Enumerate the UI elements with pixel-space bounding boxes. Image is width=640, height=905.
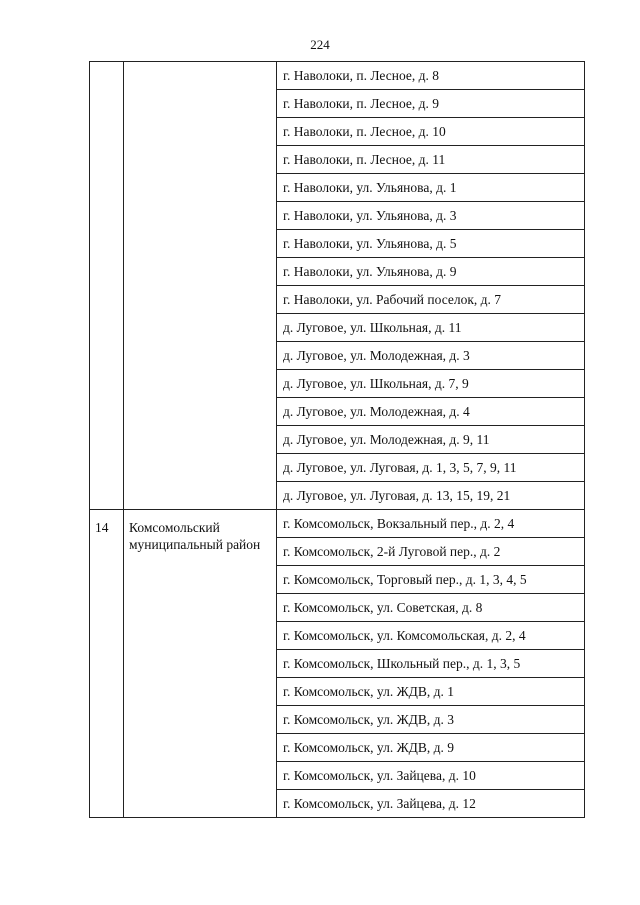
address-cell: г. Наволоки, п. Лесное, д. 9 (277, 90, 585, 118)
address-table (89, 61, 585, 818)
address-cell: д. Луговое, ул. Молодежная, д. 9, 11 (277, 426, 585, 454)
district-cell (124, 510, 277, 818)
address-cell: г. Наволоки, ул. Ульянова, д. 1 (277, 174, 585, 202)
district-name: Комсомольский муниципальный район (129, 520, 261, 552)
address-cell: г. Комсомольск, ул. Зайцева, д. 12 (277, 790, 585, 818)
address-cell: д. Луговое, ул. Школьная, д. 11 (277, 314, 585, 342)
table-row (90, 510, 585, 538)
address-cell: г. Комсомольск, 2-й Луговой пер., д. 2 (277, 538, 585, 566)
address-cell: д. Луговое, ул. Луговая, д. 1, 3, 5, 7, 9, 11 (277, 454, 585, 482)
address-cell: г. Комсомольск, ул. Советская, д. 8 (277, 594, 585, 622)
table-row (90, 62, 585, 90)
address-cell: г. Комсомольск, ул. Комсомольская, д. 2, 4 (277, 622, 585, 650)
address-cell: г. Комсомольск, Школьный пер., д. 1, 3, 5 (277, 650, 585, 678)
address-cell: г. Комсомольск, ул. Зайцева, д. 10 (277, 762, 585, 790)
address-cell: г. Комсомольск, ул. ЖДВ, д. 3 (277, 706, 585, 734)
address-cell: г. Комсомольск, ул. ЖДВ, д. 1 (277, 678, 585, 706)
row-number: 14 (95, 520, 109, 535)
address-cell: г. Наволоки, ул. Ульянова, д. 5 (277, 230, 585, 258)
address-cell: г. Наволоки, ул. Рабочий поселок, д. 7 (277, 286, 585, 314)
district-cell (124, 62, 277, 510)
address-cell: г. Комсомольск, Вокзальный пер., д. 2, 4 (277, 510, 585, 538)
address-cell: д. Луговое, ул. Молодежная, д. 3 (277, 342, 585, 370)
address-cell: г. Наволоки, ул. Ульянова, д. 3 (277, 202, 585, 230)
address-cell: г. Наволоки, п. Лесное, д. 8 (277, 62, 585, 90)
address-cell: д. Луговое, ул. Луговая, д. 13, 15, 19, 21 (277, 482, 585, 510)
row-number-cell (90, 510, 124, 818)
address-cell: д. Луговое, ул. Школьная, д. 7, 9 (277, 370, 585, 398)
address-cell: г. Наволоки, ул. Ульянова, д. 9 (277, 258, 585, 286)
address-cell: д. Луговое, ул. Молодежная, д. 4 (277, 398, 585, 426)
address-cell: г. Наволоки, п. Лесное, д. 10 (277, 118, 585, 146)
row-number-cell (90, 62, 124, 510)
page-number: 224 (310, 37, 330, 52)
address-cell: г. Наволоки, п. Лесное, д. 11 (277, 146, 585, 174)
address-cell: г. Комсомольск, Торговый пер., д. 1, 3, 4, 5 (277, 566, 585, 594)
address-cell: г. Комсомольск, ул. ЖДВ, д. 9 (277, 734, 585, 762)
